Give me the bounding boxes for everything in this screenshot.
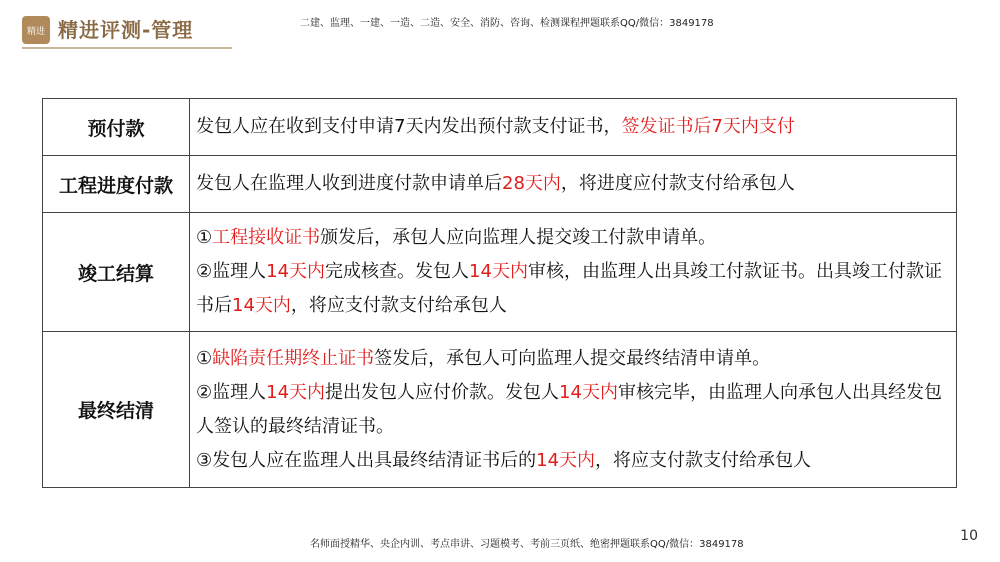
brand-title: 精进评测-管理 [58,18,194,42]
description-cell [190,213,957,332]
body-text: 审核，由监理人出具竣工付款证书。出具竣工付款证书后 [196,261,942,316]
body-text: ②监理人 [196,381,267,403]
brand-divider [22,47,232,49]
body-text: ，将进度应付款支付给承包人 [560,173,795,194]
body-text: 提出发包人应付价款。发包人 [325,381,560,403]
page-number: 10 [960,528,978,544]
table-row [43,213,957,332]
table-row [43,156,957,213]
highlight-text: 14天内 [536,449,596,471]
table-body [43,99,957,488]
brand-logo [22,16,50,44]
description-line [196,221,950,255]
payment-terms-table [42,98,957,488]
body-text: ，将应支付款支付给承包人 [595,449,812,471]
highlight-text: 签发证书后7天内支付 [621,116,795,137]
table-row [43,99,957,156]
description-line [196,167,950,201]
body-text: ②监理人 [196,261,267,282]
highlight-text: 14天内 [266,261,326,282]
footer-ad-text: 名师面授精华、央企内训、考点串讲、习题模考、考前三页纸、绝密押题联系QQ/微信：3849178 [310,539,744,550]
body-text: 发包人应在收到支付申请7天内发出预付款支付证书， [196,116,622,137]
term-cell: 竣工结算 [43,213,190,332]
description-line [196,255,950,323]
brand-logo-text: 精进 [26,26,45,37]
description-line [196,110,950,144]
table-row [43,332,957,488]
highlight-text: 14天内 [559,381,618,403]
body-text: ③发包人应在监理人出具最终结清证书后的 [196,449,537,471]
term-cell: 最终结清 [43,332,190,488]
header-ad-text: 二建、监理、一建、一造、二造、安全、消防、咨询、检测课程押题联系QQ/微信：3849178 [300,18,714,29]
body-text: 签发后，承包人可向监理人提交最终结清申请单。 [374,347,771,369]
term-cell: 工程进度付款 [43,156,190,213]
description-cell [190,156,957,213]
highlight-text: 14天内 [266,381,326,403]
highlight-text: 工程接收证书 [212,227,321,248]
body-text: ① [196,347,213,369]
body-text: 颁发后，承包人应向监理人提交竣工付款申请单。 [320,227,717,248]
highlight-text: 14天内 [469,261,528,282]
description-line [196,342,950,376]
description-cell [190,332,957,488]
term-cell: 预付款 [43,99,190,156]
body-text: 审核完毕，由监理人向承包人出具经发包人签认的最终结清证书。 [196,381,942,437]
body-text: ，将应支付款支付给承包人 [290,295,507,316]
highlight-text: 缺陷责任期终止证书 [212,347,375,369]
description-cell [190,99,957,156]
body-text: 发包人在监理人收到进度付款申请单后 [196,173,502,194]
body-text: 完成核查。发包人 [325,261,470,282]
highlight-text: 28天内 [502,173,561,194]
body-text: ① [196,227,213,248]
description-line [196,376,950,444]
highlight-text: 14天内 [232,295,291,316]
description-line [196,444,950,478]
